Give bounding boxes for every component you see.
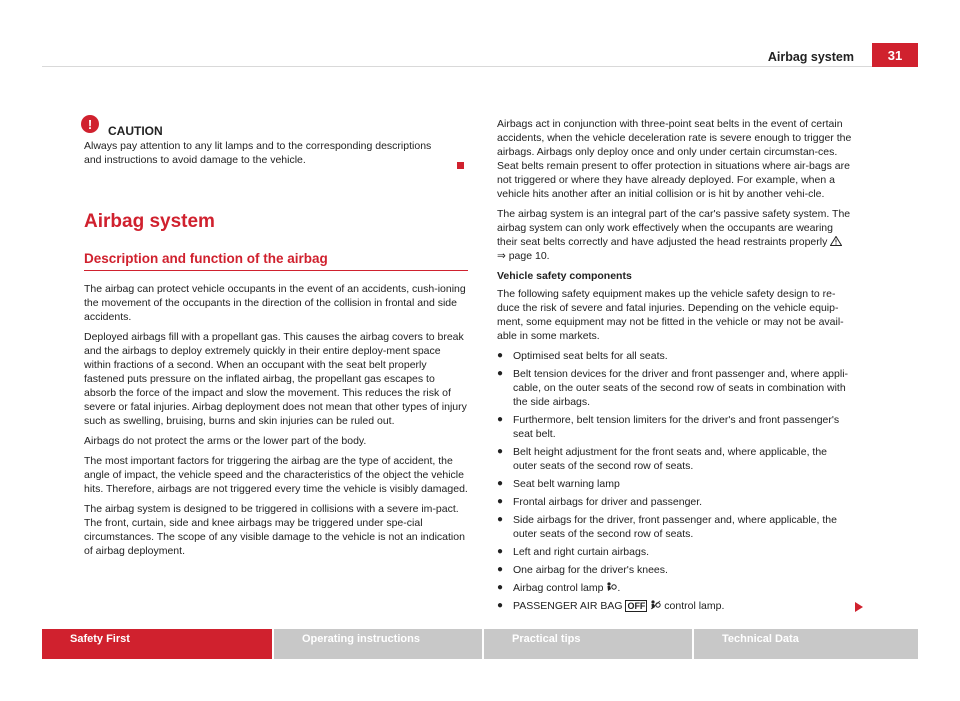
- right-column: [497, 117, 853, 617]
- list-item: [497, 367, 853, 409]
- paragraph-text: The airbag system is an integral part of the car's passive safety system. The airbag system can only work effectively when the occupants are wearing their seat belts correctly and have adjusted the head restraints properly: [497, 208, 851, 248]
- tab-safety-first[interactable]: Safety First: [42, 629, 272, 659]
- vehicle-safety-heading: Vehicle safety components: [497, 270, 632, 282]
- list-item: [497, 563, 853, 577]
- list-item: [497, 349, 853, 363]
- caution-text: Always pay attention to any lit lamps and to the corresponding descriptions and instructions to avoid damage to the vehicle.: [84, 140, 432, 166]
- list-item-text: Optimised seat belts for all seats.: [513, 350, 668, 362]
- paragraph: Airbags act in conjunction with three-point seat belts in the event of certain accidents, when the vehicle deceleration rate is severe enough to trigger the airbags. Airbags only deploy once and only under certain circumstan-ces. Seat belts remain present to offer protection in situations where air-bags are not triggered or where they have already deployed. For example, when a vehicle hits another after an initial collision or is hit by another vehi-cle.: [497, 118, 852, 200]
- list-item-text: One airbag for the driver's knees.: [513, 564, 668, 576]
- list-item-text: Left and right curtain airbags.: [513, 546, 649, 558]
- passenger-airbag-icon: [650, 600, 661, 610]
- bullet-icon: ●: [497, 350, 504, 361]
- caution-header: [84, 118, 468, 138]
- bullet-icon: ●: [497, 414, 504, 425]
- list-item: [497, 581, 853, 595]
- bullet-icon: ●: [497, 478, 504, 489]
- bullet-icon: ●: [497, 446, 504, 457]
- paragraph: [497, 207, 853, 263]
- running-header-title: Airbag system: [767, 50, 854, 64]
- off-badge: OFF: [627, 601, 646, 611]
- subsection-rule: [84, 270, 468, 271]
- airbag-lamp-icon: [606, 582, 617, 592]
- list-item-text: .: [617, 582, 621, 594]
- page-number-badge: 31: [872, 43, 918, 67]
- section-title: Airbag system: [84, 211, 215, 232]
- list-item-text: Airbag control lamp: [513, 582, 604, 594]
- paragraph: The following safety equipment makes up the vehicle safety design to re-duce the risk of severe and fatal injuries. Depending on the vehicle equip-ment, some equipment may not be fitted in the vehicle or may not be avail-able in some markets.: [497, 288, 844, 342]
- bullet-icon: ●: [497, 496, 504, 507]
- list-item: [497, 545, 853, 559]
- list-item-text: Side airbags for the driver, front passenger and, where applicable, the outer seats of the second row of seats.: [513, 514, 837, 540]
- left-body: [84, 282, 468, 564]
- page-reference-link[interactable]: ⇒ page 10.: [497, 250, 550, 262]
- bullet-icon: ●: [497, 546, 504, 557]
- exclamation-icon: !: [81, 115, 99, 133]
- list-item: [497, 495, 853, 509]
- bullet-icon: ●: [497, 600, 504, 611]
- section-end-marker: [457, 162, 464, 169]
- paragraph: The airbag can protect vehicle occupants in the event of an accidents, cush-ioning the movement of the occupants in the direction of the collision in frontal and side accidents.: [84, 283, 466, 323]
- footer-nav: [42, 629, 918, 659]
- header-rule: [42, 66, 918, 67]
- list-item-text: Belt height adjustment for the front seats and, where applicable, the outer seats of the second row of seats.: [513, 446, 828, 472]
- list-item: [497, 477, 853, 491]
- paragraph: Airbags do not protect the arms or the lower part of the body.: [84, 435, 367, 447]
- list-item: [497, 513, 853, 541]
- list-item-text: Belt tension devices for the driver and front passenger and, where appli-cable, on the outer seats of the second row of seats in combination with the side airbags.: [513, 368, 849, 408]
- warning-triangle-icon: [830, 236, 842, 246]
- list-item: [497, 445, 853, 473]
- paragraph: The airbag system is designed to be triggered in collisions with a severe im-pact. The front, curtain, side and knee airbags may be triggered under spe-cial circumstances. The scope of any visible damage to the vehicle is not an indication of airbag deployment.: [84, 503, 465, 557]
- list-item: [497, 413, 853, 441]
- paragraph: Deployed airbags fill with a propellant gas. This causes the airbag covers to break and the airbags to deploy extremely quickly in their entire deploy-ment space within fractions of a second. When an occupant with the seat belt properly fastened puts pressure on the inflated airbag, the propellant gas escapes to absorb the force of the impact and slow the movement. This reduces the risk of severe or fatal injuries. Airbag deployment does not mean that other types of injury such as swelling, bruising, burns and skin injuries can be ruled out.: [84, 331, 467, 427]
- tab-technical-data[interactable]: Technical Data: [694, 629, 918, 659]
- list-item-text: PASSENGER AIR BAG: [513, 600, 623, 612]
- list-item: [497, 599, 853, 613]
- list-item-text: control lamp.: [664, 600, 725, 612]
- subsection-title: Description and function of the airbag: [84, 251, 328, 266]
- paragraph: The most important factors for triggering the airbag are the type of accident, the angle of impact, the vehicle speed and the characteristics of the object the vehicle hits. Therefore, airbags are not triggered every time the vehicle is visibly damaged.: [84, 455, 468, 495]
- left-column: [84, 116, 468, 557]
- bullet-icon: ●: [497, 564, 504, 575]
- bullet-icon: ●: [497, 582, 504, 593]
- list-item-text: Furthermore, belt tension limiters for the driver's and front passenger's seat belt.: [513, 414, 840, 440]
- list-item-text: Frontal airbags for driver and passenger.: [513, 496, 703, 508]
- tab-practical-tips[interactable]: Practical tips: [484, 629, 692, 659]
- safety-components-list: [497, 349, 853, 613]
- list-item-text: Seat belt warning lamp: [513, 478, 620, 490]
- bullet-icon: ●: [497, 368, 504, 379]
- tab-operating-instructions[interactable]: Operating instructions: [274, 629, 482, 659]
- caution-title: CAUTION: [108, 124, 163, 138]
- bullet-icon: ●: [497, 514, 504, 525]
- continue-arrow-icon: [855, 602, 863, 612]
